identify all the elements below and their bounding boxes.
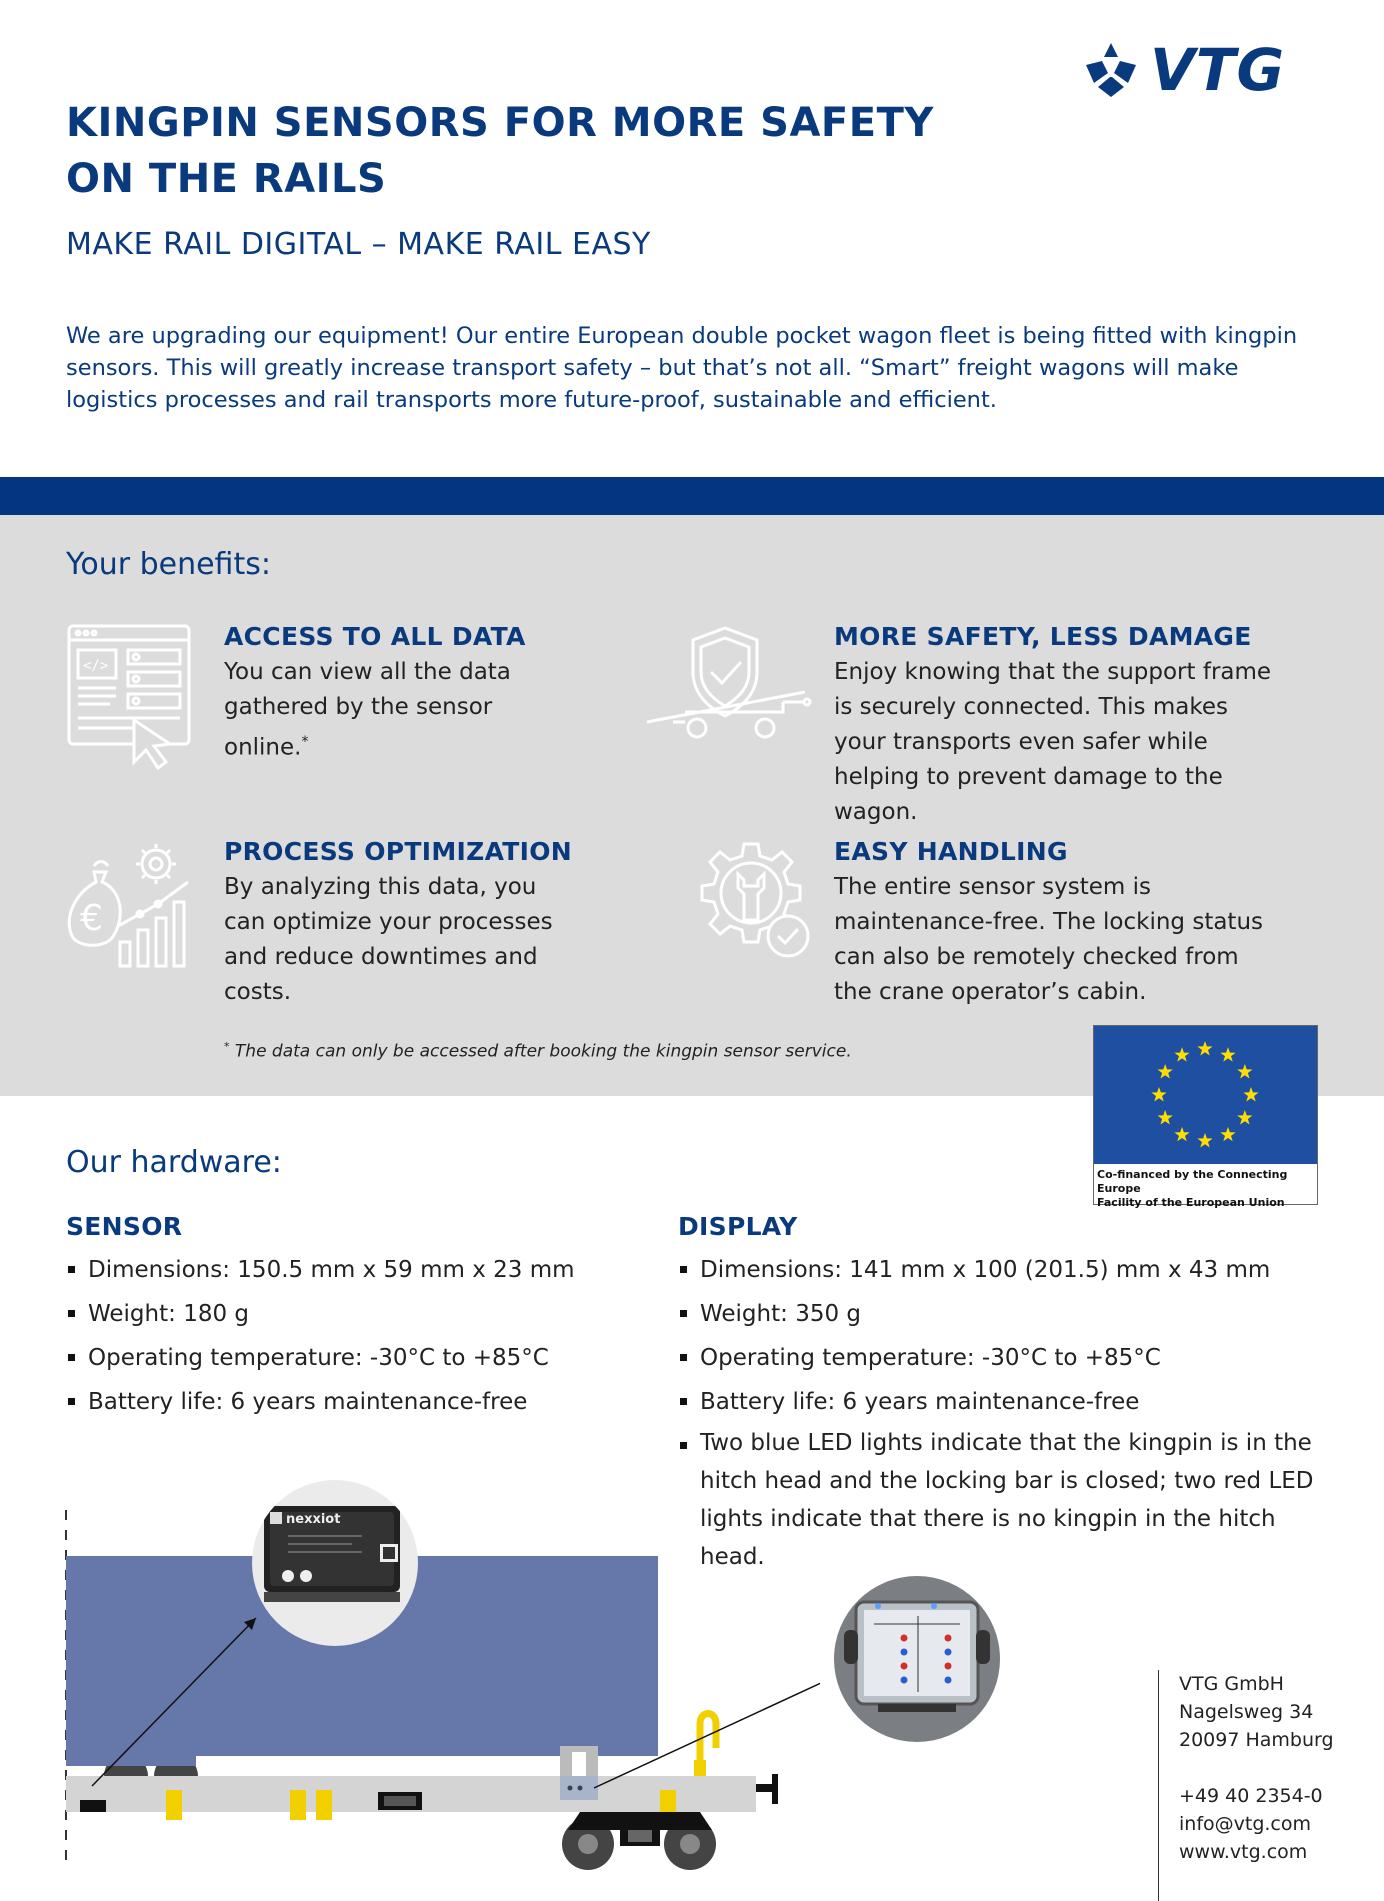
eu-star [1197,1041,1212,1055]
page-title-line-2: ON THE RAILS [66,156,387,202]
address-street: Nagelsweg 34 [1179,1701,1314,1723]
benefit-heading-handling: EASY HANDLING [834,837,1068,866]
page-subtitle: MAKE RAIL DIGITAL – MAKE RAIL EASY [66,227,651,262]
benefit-text-safety: Enjoy knowing that the support frame is securely connected. This makes your transports even safer while helping to prevent damage to the wagon. [834,659,1272,825]
sensor-spec-list [66,1248,646,1424]
address-phone: +49 40 2354-0 [1179,1785,1323,1807]
sensor-heading: SENSOR [66,1212,183,1241]
eu-star [1151,1087,1166,1101]
sensor-spec-item: Weight: 180 g [66,1292,646,1336]
eu-star [1237,1110,1252,1124]
hardware-title: Our hardware: [66,1145,282,1180]
display-photo [834,1576,1000,1742]
svg-text:€: € [80,898,103,939]
address-company: VTG GmbH [1179,1673,1284,1695]
benefit-heading-access-data: ACCESS TO ALL DATA [224,622,526,651]
eu-star [1174,1127,1189,1141]
footnote-text: The data can only be accessed after booking the kingpin sensor service. [229,1041,852,1062]
shield-check-icon [645,622,815,752]
benefit-heading-process: PROCESS OPTIMIZATION [224,837,573,866]
benefit-heading-safety: MORE SAFETY, LESS DAMAGE [834,622,1252,651]
display-spec-item: Two blue LED lights indicate that the kingpin is in the hitch head and the locking bar is closed; two red LED lights indicate that there is no kingpin in the hitch head. [678,1424,1328,1576]
page-title [66,95,966,207]
eu-star [1237,1064,1252,1078]
eu-flag [1094,1026,1317,1164]
eu-star [1158,1064,1173,1078]
eu-star [1197,1133,1212,1147]
company-address [1158,1670,1334,1901]
display-heading: DISPLAY [678,1212,798,1241]
eu-star [1174,1047,1189,1061]
benefit-text-access-data-body: You can view all the data gathered by the sensor online. [224,659,511,761]
eu-stars-icon [1094,1026,1317,1164]
vtg-logo-text: VTG [1150,36,1286,104]
footnote-marker: * [301,734,309,750]
intro-paragraph: We are upgrading our equipment! Our entire European double pocket wagon fleet is being fitted with kingpin sensors. This will greatly increase transport safety – but that’s not all. “Smart” freight wagons will make logistics processes and rail transports more future-proof, sustainable and efficient. [66,323,1298,413]
benefit-text-access-data [224,655,524,766]
eu-star [1158,1110,1173,1124]
sensor-photo [252,1480,418,1646]
svg-text:</>: </> [83,658,109,674]
eu-funding-badge [1093,1025,1318,1209]
display-spec-item: Dimensions: 141 mm x 100 (201.5) mm x 43 mm [678,1248,1328,1292]
sensor-brand-label: nexxiot [286,1512,341,1527]
footnote-mark: * [224,1040,230,1053]
sensor-spec-item: Battery life: 6 years maintenance-free [66,1380,646,1424]
money-chart-icon [64,838,196,970]
eu-star [1220,1047,1235,1061]
display-spec-item: Operating temperature: -30°C to +85°C [678,1336,1328,1380]
footnote [224,1040,852,1062]
display-spec-item: Weight: 350 g [678,1292,1328,1336]
gear-wrench-icon [688,838,814,964]
eu-caption-line-2: Facility of the European Union [1097,1196,1285,1209]
sensor-spec-item: Operating temperature: -30°C to +85°C [66,1336,646,1380]
vtg-logo-icon [1080,39,1142,101]
eu-caption-line-1: Co-financed by the Connecting Europe [1097,1168,1288,1195]
sensor-spec-item: Dimensions: 150.5 mm x 59 mm x 23 mm [66,1248,646,1292]
eu-caption [1094,1164,1317,1214]
benefit-text-process: By analyzing this data, you can optimize your processes and reduce downtimes and costs. [224,874,553,1005]
page-title-line-1: KINGPIN SENSORS FOR MORE SAFETY [66,100,934,146]
vtg-logo [1080,36,1320,104]
benefit-text-handling: The entire sensor system is maintenance-free. The locking status can also be remotely checked from the crane operator’s cabin. [834,874,1264,1005]
display-spec-item: Battery life: 6 years maintenance-free [678,1380,1328,1424]
eu-star [1243,1087,1258,1101]
address-city: 20097 Hamburg [1179,1729,1334,1751]
benefits-title: Your benefits: [66,547,271,582]
data-screen-icon [66,622,194,770]
address-email[interactable]: info@vtg.com [1179,1813,1312,1835]
address-spacer [1179,1754,1334,1782]
address-website[interactable]: www.vtg.com [1179,1841,1308,1863]
eu-star [1220,1127,1235,1141]
blue-band [0,477,1384,515]
